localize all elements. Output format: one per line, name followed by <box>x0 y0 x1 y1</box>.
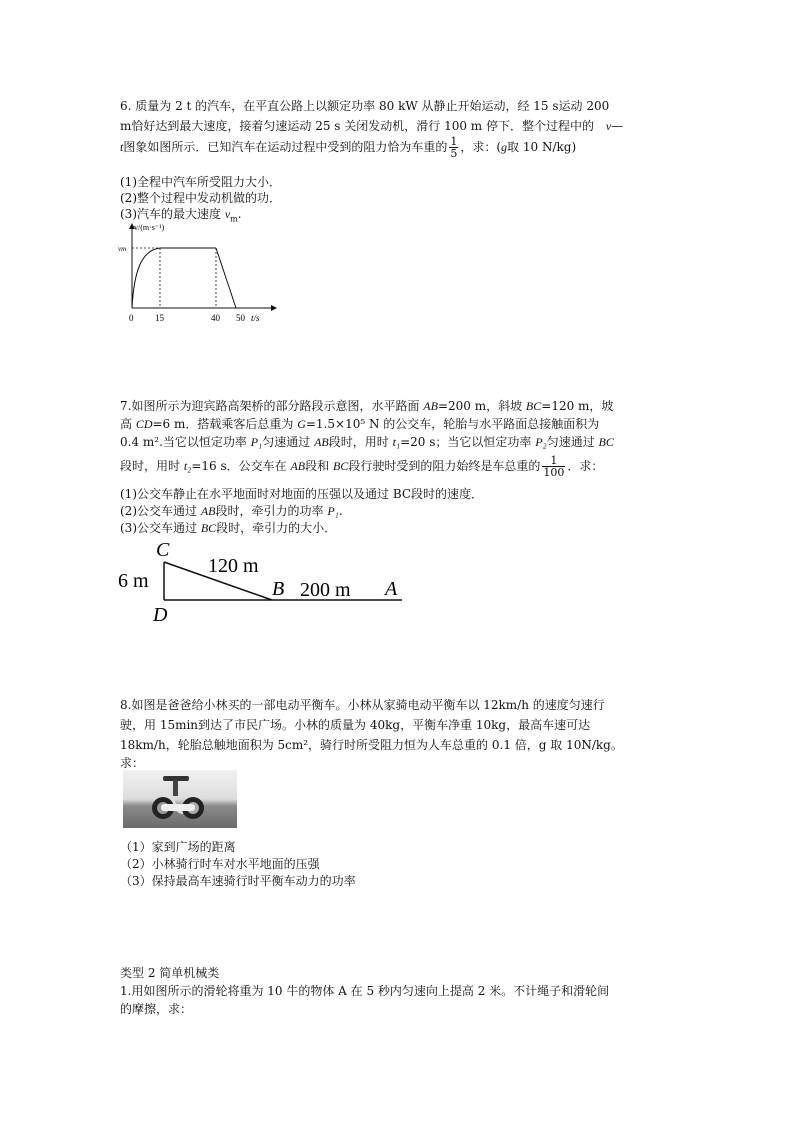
q6-graph-tick-40: 40 <box>211 313 220 323</box>
q7-text: 高 <box>120 417 136 431</box>
q6-item-3-text: (3)汽车的最大速度 <box>120 207 225 221</box>
q6-vt-graph <box>112 220 282 328</box>
q7-text: 段时，用时 <box>120 459 184 473</box>
q6-frac-num: 1 <box>450 135 458 148</box>
q7-ab: AB <box>423 399 438 413</box>
q6-item-2: (2)整个过程中发动机做的功． <box>120 191 281 205</box>
q7-ab: AB <box>200 504 216 518</box>
q7-text: =120 m，坡 <box>541 399 614 413</box>
q6-text: ，求：( <box>460 140 502 154</box>
q7-text: (3)公交车通过 <box>120 521 201 535</box>
q6-text: 图象如图所示．已知汽车在运动过程中受到的阻力恰为车重的 <box>123 140 448 154</box>
q7-text: 7.如图所示为迎宾路高架桥的部分路段示意图，水平路面 <box>120 399 424 413</box>
q7-frac-num: 1 <box>542 455 565 467</box>
type2-q1-line-1: 1.用如图所示的滑轮将重为 10 牛的物体 A 在 5 秒内匀速向上提高 2 米。不计绳子和滑轮间 <box>120 984 610 998</box>
q7-label-a: A <box>385 578 398 600</box>
q7-label-slope: 120 m <box>208 555 259 577</box>
q7-text: =1.5×10⁵ N 的公交车，轮胎与水平路面总接触面积为 <box>305 417 600 431</box>
q7-p1: P₁ <box>327 504 339 518</box>
type2-q1-line-2: 的摩擦，求： <box>120 1002 193 1016</box>
q7-bc: BC <box>598 435 614 449</box>
q6-frac-den: 5 <box>450 147 458 160</box>
q6-graph-vm: vm <box>118 245 127 253</box>
q7-bc: BC <box>200 521 217 535</box>
q8-line-1: 8.如图是爸爸给小林买的一部电动平衡车。小林从家骑电动平衡车以 12km/h 的速度匀速行 <box>120 698 605 712</box>
q7-text: =200 m，斜坡 <box>437 399 526 413</box>
q7-line-2 <box>120 416 599 432</box>
q7-text: 段时，牵引力的功率 <box>215 504 328 518</box>
q8-item-2: （2）小林骑行时车对水平地面的压强 <box>120 857 320 871</box>
q7-text: 段时，牵引力的大小． <box>216 521 337 535</box>
q6-graph-tick-0: 0 <box>129 313 134 323</box>
q7-item-1: (1)公交车静止在水平地面时对地面的压强以及通过 BC段时的速度． <box>120 487 484 501</box>
q8-line-4: 求： <box>120 756 145 770</box>
q8-item-3: （3）保持最高车速骑行时平衡车动力的功率 <box>120 874 356 888</box>
q7-fraction <box>542 455 565 478</box>
q7-line-1 <box>120 398 613 414</box>
q6-t: t <box>120 140 124 154</box>
q8-line-2: 驶，用 15min到达了市民广场。小林的质量为 40kg，平衡车净重 10kg，最高车速可达 <box>120 718 591 732</box>
q7-text: 段和 <box>305 459 333 473</box>
q6-vm: v <box>224 207 231 221</box>
q6-vm-sub: m <box>230 214 238 224</box>
q7-text: =6 m．搭载乘客后总重为 <box>152 417 298 431</box>
q7-line-4 <box>120 455 603 478</box>
q7-cd: CD <box>135 417 153 431</box>
type2-heading: 类型 2 简单机械类 <box>120 966 220 980</box>
q7-text: 匀速通过 <box>262 435 315 449</box>
q7-text: . <box>338 504 343 518</box>
q7-bc: BC <box>332 459 349 473</box>
q7-ab: AB <box>290 459 306 473</box>
q7-text: ．求： <box>567 459 604 473</box>
q7-p1: P₁ <box>250 435 263 449</box>
q6-text: m恰好达到最大速度，接着匀速运动 25 s 关闭发动机，滑行 100 m 停下．整个过程中的 <box>120 119 594 133</box>
q7-frac-den: 100 <box>543 466 565 479</box>
q6-text: 6. 质量为 2 t 的汽车，在平直公路上以额定功率 80 kW 从静止开始运动，经 15 s运动 200 <box>120 99 610 113</box>
q6-fraction <box>449 136 458 159</box>
q7-t1: t₁ <box>392 435 401 449</box>
q6-line-2 <box>120 118 623 134</box>
q6-item-1: (1)全程中汽车所受阻力大小． <box>120 175 281 189</box>
q7-text: 0.4 m².当它以恒定功率 <box>120 435 251 449</box>
q6-graph-ylabel: v/(m·s⁻¹) <box>134 223 165 232</box>
balance-scooter-icon <box>123 770 237 828</box>
q6-graph-decel-line <box>216 248 236 308</box>
q7-text: =20 s；当它以恒定功率 <box>400 435 536 449</box>
balance-scooter-photo <box>123 770 237 828</box>
q6-graph-accel-curve <box>132 248 160 308</box>
q7-label-b: B <box>272 578 285 600</box>
q6-line-3 <box>120 136 576 159</box>
q7-g: G <box>297 417 306 431</box>
q7-bc: BC <box>525 399 542 413</box>
q6-g: g <box>501 140 508 154</box>
q7-label-height: 6 m <box>118 570 149 592</box>
q7-slope-diagram <box>112 536 412 628</box>
q6-graph-tick-50: 50 <box>236 313 245 323</box>
q8-item-1: （1）家到广场的距离 <box>120 840 236 854</box>
q7-text: 段时，用时 <box>328 435 393 449</box>
q6-line-1 <box>120 98 609 114</box>
q7-item-3 <box>120 520 336 536</box>
q7-item-2 <box>120 503 343 519</box>
q7-text: (2)公交车通过 <box>120 504 201 518</box>
q7-text: =16 s．公交车在 <box>191 459 291 473</box>
q7-text: 匀速通过 <box>546 435 599 449</box>
q6-graph-tick-15: 15 <box>155 313 164 323</box>
q7-ab: AB <box>314 435 329 449</box>
q7-line-3 <box>120 434 614 450</box>
q6-v: v <box>605 119 612 133</box>
q7-p2: P₂ <box>535 435 547 449</box>
q8-line-3: 18km/h，轮胎总触地面积为 5cm²，骑行时所受阻力恒为人车总重的 0.1 倍，g 取 10N/kg。 <box>120 738 623 752</box>
q6-text: 取 10 N/kg) <box>507 140 577 154</box>
q6-item-3-end: . <box>237 207 242 221</box>
q6-graph-xlabel: t/s <box>251 313 260 323</box>
q7-text: 段行驶时受到的阻力始终是车总重的 <box>348 459 541 473</box>
q7-t2: t₂ <box>183 459 192 473</box>
q7-label-flat: 200 m <box>300 579 351 601</box>
q6-dash: — <box>611 119 624 133</box>
q7-label-d: D <box>153 604 168 626</box>
q7-label-c: C <box>156 539 170 561</box>
